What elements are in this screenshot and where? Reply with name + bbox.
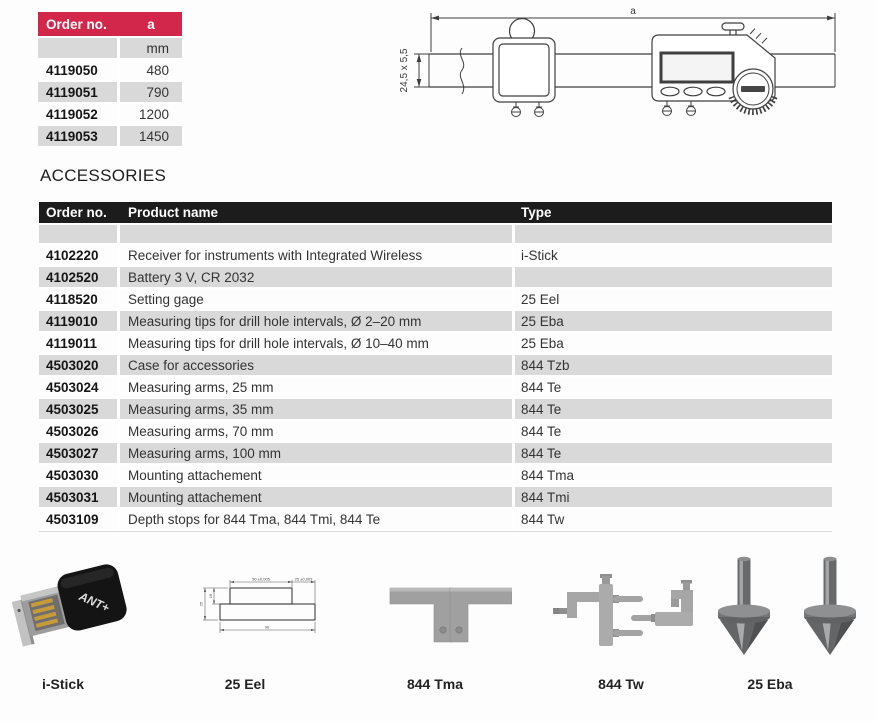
lock-knob [722,23,744,30]
product-name-cell: Measuring arms, 25 mm [120,377,515,397]
type-cell: 844 Te [521,445,562,461]
figure-label: i-Stick [41,676,84,692]
lcd-display [661,53,733,82]
screw-icon [687,101,696,116]
depth-stop-image [543,570,697,658]
header-product-name: Product name [128,205,219,220]
table-row [39,289,832,311]
slider-unit [493,19,555,117]
table-row [38,60,182,82]
spec-unit-label: mm [146,40,169,56]
type-cell: 25 Eel [521,291,560,307]
order-no-cell: 4503109 [39,509,120,529]
button-icon [707,87,725,96]
figure-label: 844 Tma [406,676,464,692]
svg-text:a: a [630,6,636,17]
table-row [39,333,832,355]
table-row [39,465,832,487]
svg-text:50 ±0,005: 50 ±0,005 [252,576,270,582]
type-cell: 844 Te [521,379,562,395]
order-no-cell: 4503030 [39,465,120,485]
order-no-cell: 4102520 [39,267,120,287]
i-stick-image [6,556,134,652]
table-row [38,82,182,104]
type-cell: 844 Tma [521,467,575,483]
product-name-cell: Measuring tips for drill hole intervals, Ø 10–40 mm [120,333,515,353]
order-no-cell: 4503024 [39,377,120,397]
screw-hole [440,627,446,633]
table-row [39,421,832,443]
order-no-cell: 4119050 [38,60,120,80]
order-no-cell: 4503027 [39,443,120,463]
screw-hole [456,627,462,633]
table-row [38,104,182,126]
spec-table-header-row [38,12,182,38]
spec-unit-row [38,38,182,60]
table-row [39,355,832,377]
type-cell: 844 Tzb [521,357,570,373]
type-cell: 25 Eba [521,313,564,329]
order-no-cell: 4503020 [39,355,120,375]
order-no-cell: 4119052 [38,104,120,124]
table-row [39,443,832,465]
product-name-cell: Measuring tips for drill hole intervals, Ø 2–20 mm [120,311,515,331]
empty-cell [515,225,832,243]
accessories-header-row [39,202,832,225]
product-name-cell: Measuring arms, 35 mm [120,399,515,419]
product-name-cell: Mounting attachement [120,487,515,507]
screw-icon [512,102,521,117]
accessories-subheader-row [39,225,832,245]
empty-cell [39,225,120,243]
length-cell: 1200 [138,106,169,122]
cross-section-dimension [399,48,429,92]
length-cell: 790 [146,84,169,100]
product-name-cell: Case for accessories [120,355,515,375]
cone-tip [804,557,856,655]
spec-unit-empty [38,38,120,58]
spec-header-a: a [147,16,155,32]
order-no-cell: 4503031 [39,487,120,507]
depth-stop-right [631,580,693,626]
screw-icon [663,101,672,116]
figure-label: 844 Tw [598,676,644,692]
table-row [39,245,832,267]
product-name-cell: Receiver for instruments with Integrated Wireless [120,245,515,265]
order-no-cell: 4503025 [39,399,120,419]
ant-logo: ANT+ [76,589,112,615]
type-cell: 844 Te [521,423,562,439]
order-no-cell: 4119010 [39,311,120,331]
svg-text:16: 16 [208,593,213,599]
cone-tip-image [698,556,874,658]
table-row [39,487,832,509]
order-no-cell: 4119051 [38,82,120,102]
svg-text:25: 25 [198,601,204,607]
display-unit [652,23,775,116]
accessories-table [39,202,832,532]
product-name-cell: Depth stops for 844 Tma, 844 Tmi, 844 Te [120,509,515,529]
length-dimension [431,6,835,52]
empty-cell [120,225,515,243]
type-cell: 844 Tw [521,511,565,527]
svg-text:90: 90 [264,624,270,630]
table-row [38,126,182,148]
length-cell: 1450 [138,128,169,144]
pin [613,596,643,602]
table-row [39,509,832,531]
setting-gage-drawing [192,572,328,642]
product-name-cell: Battery 3 V, CR 2032 [120,267,515,287]
button-icon [661,87,679,96]
figure-label: 25 Eba [747,676,793,692]
type-cell: 25 Eba [521,335,564,351]
product-name-cell: Measuring arms, 100 mm [120,443,515,463]
screw-icon [535,102,544,117]
header-type: Type [521,205,552,220]
header-order-no: Order no. [46,205,107,220]
order-no-cell: 4118520 [39,289,120,309]
type-cell: 844 Te [521,401,562,417]
depth-stop-left [553,574,643,646]
cone-tip [718,557,770,655]
caliper-technical-drawing [398,4,870,144]
button-icon [684,87,702,96]
type-cell: i-Stick [521,247,558,263]
order-no-cell: 4503026 [39,421,120,441]
product-name-cell: Setting gage [120,289,515,309]
pin [613,630,643,636]
table-row [39,267,832,289]
svg-text:24,5 x 5,5: 24,5 x 5,5 [399,48,410,93]
spec-table [38,12,182,148]
product-name-cell: Measuring arms, 70 mm [120,421,515,441]
spec-header-order-no: Order no. [46,16,107,32]
svg-text:25 ±0,003: 25 ±0,003 [294,576,313,582]
mounting-bracket-image [386,578,512,650]
page-title: ACCESSORIES [40,166,167,185]
length-cell: 480 [146,62,169,78]
product-name-cell: Mounting attachement [120,465,515,485]
type-cell: 844 Tmi [521,489,570,505]
figure-label: 25 Eel [224,676,266,692]
table-row [39,399,832,421]
wheel-slot [741,86,765,92]
order-no-cell: 4119011 [39,333,120,353]
type-cell [515,267,832,287]
table-row [39,377,832,399]
table-row [39,311,832,333]
order-no-cell: 4119053 [38,126,120,146]
order-no-cell: 4102220 [39,245,120,265]
